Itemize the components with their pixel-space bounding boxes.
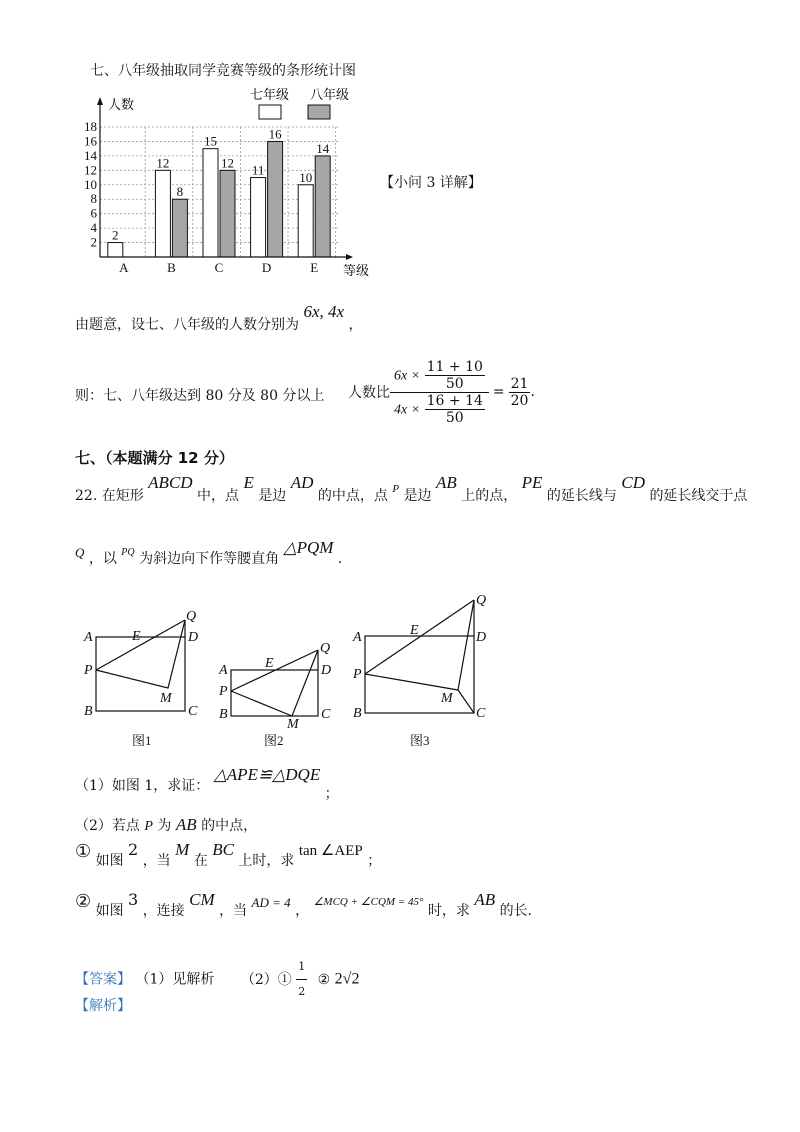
fig2-label-b: B [219,707,228,722]
ratio-num-den: 50 [425,375,485,392]
legend-label-grade8: 八年级 [310,87,350,102]
subpart1-t1: 如图 [95,853,124,869]
bar [155,170,170,257]
ratio-num-num: 11 + 10 [426,358,483,375]
q22-t1: 22. 在矩形 [75,488,144,504]
subpart2-t1: 如图 [95,903,124,919]
fig2-label-e: E [265,656,274,671]
q22-q: Q [75,545,85,560]
bar [268,141,283,257]
y-axis-label: 人数 [108,97,135,112]
answer-label: 【答案】 [75,971,131,988]
line1-end: ， [348,317,363,333]
subpart2-end: 的长. [499,903,533,919]
part1-text: （1）如图 1，求证： [75,778,210,794]
bar [315,156,330,257]
ratio-eq: = [492,384,505,400]
y-tick-label: 18 [84,119,97,134]
bar-value-label: 10 [299,169,313,185]
part2-ab: AB [175,815,197,834]
bar-value-label: 8 [176,184,184,200]
chart-category-labels [119,260,318,275]
q22-pq: PQ [121,547,135,558]
q22-ad: AD [290,473,314,492]
ratio-numerator [390,359,489,393]
subpart2-t4: ， [295,903,310,919]
y-tick-label: 8 [90,191,97,207]
fig1-caption: 图1 [132,733,152,748]
x-tick-label: C [214,260,224,275]
ratio-den-den: 50 [425,409,485,426]
q22-line2 [75,538,343,576]
geometry-figures [80,590,500,760]
y-tick-label: 16 [84,133,97,149]
bar [298,185,313,257]
subpart2-ad: AD = 4 [251,895,291,910]
fig1-label-b: B [84,704,93,719]
y-tick-label: 2 [90,234,97,250]
subpart2-angle: ∠MCQ + ∠CQM = 45° [313,896,424,908]
fig1-label-e: E [132,629,141,644]
q22-line1 [75,473,748,515]
x-axis-label: 等级 [343,263,370,278]
line1 [75,302,363,334]
x-tick-label: D [261,260,272,275]
part2 [75,813,257,839]
fig1-label-a: A [84,630,93,645]
fig3-label-d: D [476,630,487,645]
answer-part1: （1）见解析 [135,971,215,988]
ratio-result-num: 21 [510,375,529,392]
y-tick-label: 12 [84,162,97,178]
ratio-end: . [530,384,535,400]
fig2-label-c: C [321,707,331,722]
fig3-label-c: C [476,706,486,721]
ratio-result-den: 20 [510,392,529,409]
q22-t10: 为斜边向下作等腰直角 [139,551,280,567]
y-tick-label: 6 [90,205,97,221]
fig1-label-c: C [188,704,198,719]
fig1-label-p: P [84,663,93,678]
answer-fraction [296,955,307,1004]
bar [251,178,266,257]
q22-t8: 的延长线交于点 [649,488,748,504]
fig1-label-m: M [160,691,172,706]
part2-t2: 为 [157,818,172,834]
bar-value-label: 12 [221,155,234,171]
fig2-label-a: A [219,663,228,678]
subpart1-bc: BC [212,840,234,859]
ratio-den-num: 16 + 14 [426,392,483,409]
part2-t1: （2）若点 [75,818,140,834]
subpart1-marker: ① [75,841,92,862]
answer-frac-num: 1 [296,955,307,980]
q22-triangle: △PQM [283,538,334,557]
line1-text: 由题意，设七、八年级的人数分别为 [75,317,299,333]
part2-p: P [144,819,153,834]
q22-t7: 的延长线与 [546,488,617,504]
fig2-caption: 图2 [264,733,284,748]
figure-2 [231,650,318,716]
fig3-label-b: B [353,706,362,721]
q22-cd: CD [621,473,645,492]
fig3-label-p: P [353,667,362,682]
ratio-label: 人数比 [348,385,390,401]
y-tick-label: 10 [84,176,97,192]
bar-value-label: 11 [251,162,265,178]
fig2-label-d: D [321,663,332,678]
subpart1-t3: 在 [193,853,208,869]
q22-t4: 的中点，点 [317,488,388,504]
fig1-label-d: D [188,630,199,645]
ratio-num-coef: 6x × [394,368,421,383]
q22-t3: 是边 [258,488,287,504]
q22-t11: . [337,551,343,567]
analysis-label: 【解析】 [75,998,131,1014]
q22-p: P [392,483,400,495]
bar-value-label: 14 [316,140,330,156]
answer-value: 2√2 [334,970,360,988]
fig2-label-p: P [219,684,228,699]
subpart1-m: M [175,840,190,859]
bar [172,199,187,257]
subpart1-t4: 上时，求 [238,853,295,869]
part1-math: △APE≌△DQE [213,765,321,784]
fig3-caption: 图3 [410,733,430,748]
bar-value-label: 15 [204,133,217,149]
fig1-label-q: Q [186,609,197,624]
section-title: 七、（本题满分 12 分） [75,449,234,467]
bar-value-label: 16 [268,126,282,142]
fig3-label-q: Q [476,593,487,608]
q22-t5: 是边 [403,488,432,504]
ratio-den-frac [425,393,485,426]
subpart2-t2: ，连接 [142,903,185,919]
q22-pe: PE [521,473,543,492]
bar [203,149,218,257]
ratio-result [509,376,531,409]
fig3-label-a: A [353,630,362,645]
figure-3 [365,600,474,713]
bar [108,243,123,257]
bar-value-label: 2 [112,227,119,243]
line2: 则：七、八年级达到 80 分及 80 分以上 [75,388,325,404]
ratio-denominator [390,393,489,426]
part2-t3: 的中点， [201,818,258,834]
x-tick-label: A [119,260,129,275]
q22-abcd: ABCD [148,473,193,492]
answer-part2: （2）① [240,971,292,988]
sub3-label: 【小问 3 详解】 [380,175,482,191]
part1-end: ； [324,786,339,802]
subpart2-marker: ② [75,891,92,912]
y-tick-label: 14 [84,147,97,163]
legend-label-grade7: 七年级 [250,87,290,102]
legend-swatch-grade8 [308,105,330,119]
fig3-label-m: M [441,691,453,706]
subpart2-ab: AB [474,890,496,909]
legend-swatch-grade7 [259,105,281,119]
ratio-den-coef: 4x × [394,402,421,417]
subpart1-end: ； [367,853,382,869]
bar-value-label: 12 [156,155,170,171]
q22-t2: 中，点 [197,488,240,504]
bar-chart [80,85,380,285]
y-axis-arrow [97,97,103,105]
fig3-label-e: E [410,623,419,638]
q22-t9: ，以 [88,551,117,567]
ratio-expression [348,352,535,432]
fig2-label-q: Q [320,641,331,656]
ratio-num-frac [425,359,485,392]
subpart2-t5: 时，求 [427,903,470,919]
part1 [75,765,339,802]
x-axis-arrow [346,254,353,260]
x-tick-label: B [167,260,176,275]
subpart2-cm: CM [189,890,215,909]
subpart1-fig: 2 [128,840,139,859]
q22-t6: 上的点， [461,488,518,504]
subpart1-tan: tan ∠AEP [298,843,363,859]
chart-tick-labels [84,119,98,250]
answer-frac-den: 2 [298,985,306,998]
subpart2 [75,890,533,927]
chart-title: 七、八年级抽取同学竞赛等级的条形统计图 [90,63,356,79]
q22-ab: AB [435,473,457,492]
ratio-fraction [390,359,489,426]
y-tick-label: 4 [90,220,97,236]
fig2-label-m: M [287,717,299,732]
bar [220,170,235,257]
x-tick-label: E [310,260,319,275]
line1-math: 6x, 4x [303,302,345,321]
q22-e: E [243,473,254,492]
subpart2-fig: 3 [128,890,139,909]
answer-marker2: ② [317,971,331,988]
subpart2-t3: ，当 [219,903,248,919]
subpart1 [75,840,382,876]
subpart1-t2: ，当 [142,853,171,869]
